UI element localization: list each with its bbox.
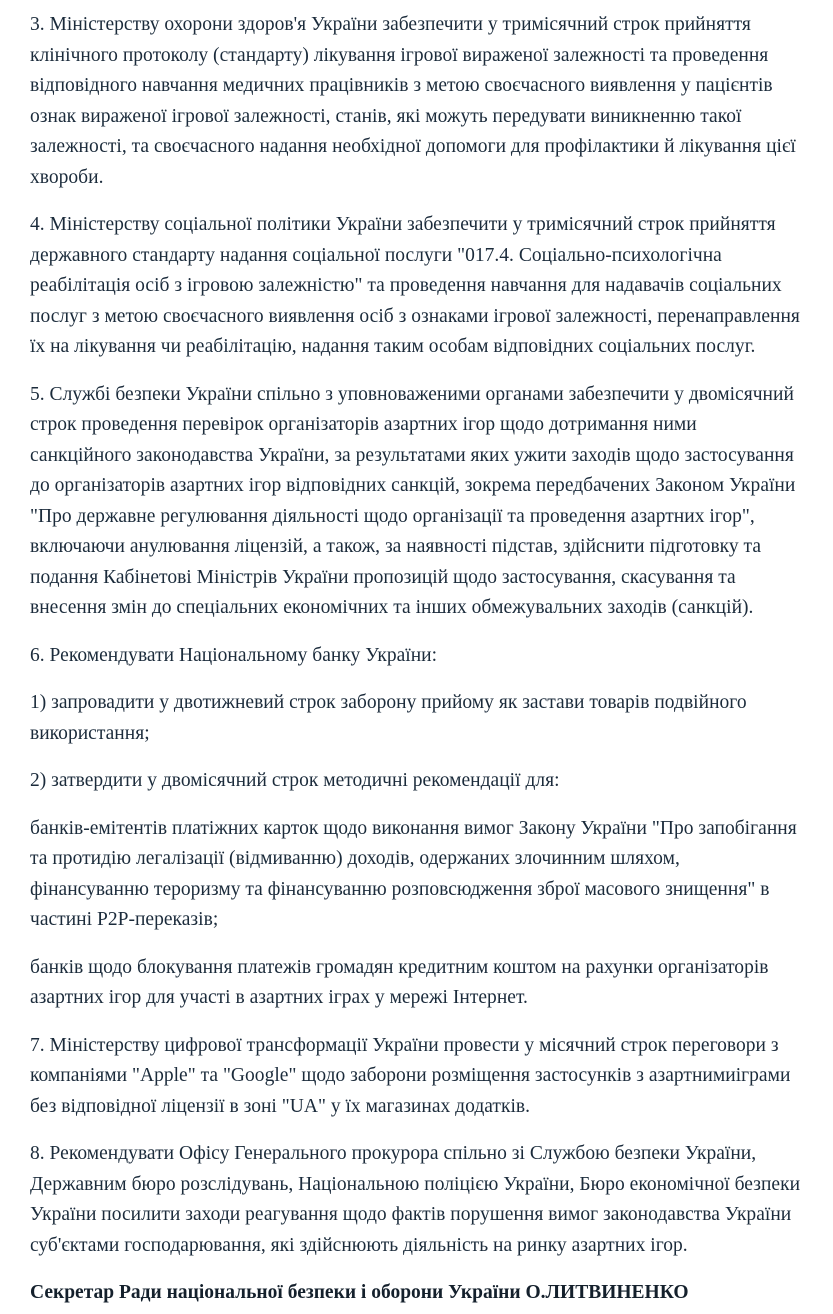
document-paragraph: 2) затвердити у двомісячний строк методичні рекомендації для: bbox=[30, 770, 560, 791]
document-paragraph: 8. Рекомендувати Офісу Генерального прокурора спільно зі Службою безпеки України, Державним бюро розслідувань, Національною поліцією України, Бюро економічної безпеки України посилити заходи реагування щодо фактів порушення вимог законодавства України суб'єктами господарювання, які здійснюють діяльність на ринку азартних ігор. bbox=[30, 1143, 801, 1256]
document-paragraph: 5. Службі безпеки України спільно з уповноваженими органами забезпечити у двомісячний строк проведення перевірок організаторів азартних ігор щодо дотримання ними санкційного законодавства України, за результатами яких ужити заходів щодо застосування до організаторів азартних ігор відповідних санкцій, зокрема передбачених Законом України "Про державне регулювання діяльності щодо організації та проведення азартних ігор", включаючи анулювання ліцензій, а також, за наявності підстав, здійснити підготовку та подання Кабінетові Міністрів України пропозицій щодо застосування, скасування та внесення змін до спеціальних економічних та інших обмежувальних заходів (санкцій). bbox=[30, 383, 796, 618]
document-paragraph: 3. Міністерству охорони здоров'я України забезпечити у тримісячний строк прийняття клінічного протоколу (стандарту) лікування ігрової вираженої залежності та проведення відповідного навчання медичних працівників з метою своєчасного виявлення у пацієнтів ознак вираженої ігрової залежності, станів, які можуть передувати виникненню такої залежності, та своєчасного надання необхідної допомоги для профілактики й лікування цієї хвороби. bbox=[30, 14, 796, 188]
document-signature: Секретар Ради національної безпеки і оборони України О.ЛИТВИНЕНКО bbox=[30, 1282, 689, 1303]
document-paragraph: банків щодо блокування платежів громадян кредитним коштом на рахунки організаторів азартних ігор для участі в азартних іграх у мережі Інтернет. bbox=[30, 956, 769, 1008]
document-paragraph: 7. Міністерству цифрової трансформації України провести у місячний строк переговори з компаніями "Apple" та "Google" щодо заборони розміщення застосунків з азартнимиіграми без відповідної ліцензії в зоні "UA" у їх магазинах додатків. bbox=[30, 1034, 791, 1117]
document-paragraph: 6. Рекомендувати Національному банку України: bbox=[30, 644, 438, 666]
document-paragraph: банків-емітентів платіжних карток щодо виконання вимог Закону України "Про запобігання та протидію легалізації (відмиванню) доходів, одержаних злочинним шляхом, фінансуванню тероризму та фінансуванню розповсюдження зброї масового знищення" в частині P2P-переказів; bbox=[30, 817, 797, 930]
document-paragraph: 4. Міністерству соціальної політики України забезпечити у тримісячний строк прийняття державного стандарту надання соціальної послуги "017.4. Соціально-психологічна реабілітація осіб з ігровою залежністю" та проведення навчання для надавачів соціальних послуг з метою своєчасного виявлення осіб з ознаками ігрової залежності, перенаправлення їх на лікування чи реабілітацію, надання таким особам відповідних соціальних послуг. bbox=[30, 214, 800, 357]
document-paragraph: 1) запровадити у двотижневий строк заборону прийому як застави товарів подвійного використання; bbox=[30, 692, 747, 744]
